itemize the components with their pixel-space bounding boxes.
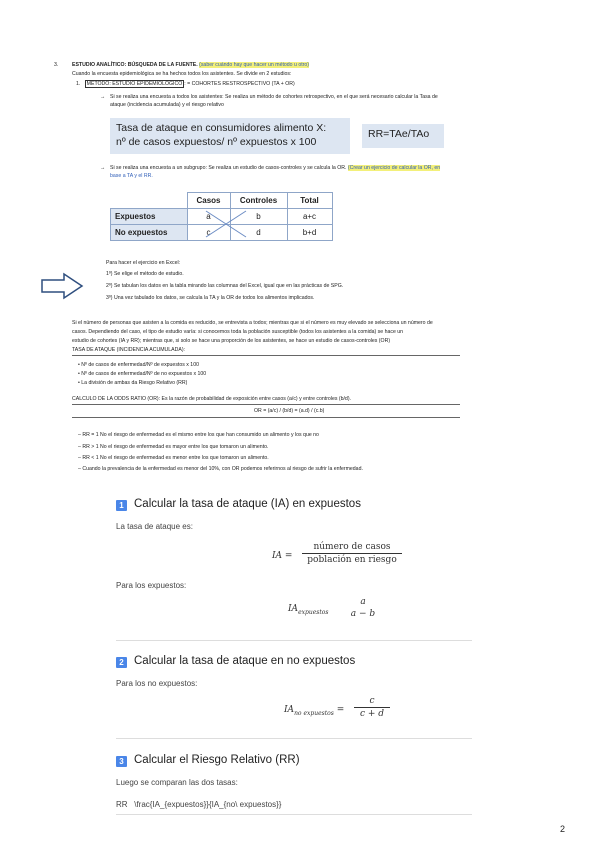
ta-title: TASA DE ATAQUE (INCIDENCIA ACUMULADA): bbox=[72, 347, 185, 353]
step-1-formula2-sub: expuestos bbox=[298, 608, 329, 616]
row-label-expuestos: Expuestos bbox=[111, 209, 188, 225]
section-title: ESTUDIO ANALÍTICO: BÚSQUEDA DE LA FUENTE. bbox=[72, 62, 198, 68]
step-2-formula-fraction bbox=[354, 696, 390, 719]
step-3-body: Luego se comparan las dos tasas: bbox=[116, 778, 238, 787]
excel-intro: Para hacer el ejercicio en Excel: bbox=[106, 260, 181, 266]
step-1-formula-denominator: población en riesgo bbox=[307, 555, 397, 565]
step-3-badge: 3 bbox=[116, 756, 127, 767]
ta-item: • Nº de casos de enfermedad/Nº de no expuestos x 100 bbox=[78, 371, 207, 377]
step-1-badge: 1 bbox=[116, 500, 127, 511]
section-number: 3. bbox=[54, 62, 59, 68]
step-3-title: Calcular el Riesgo Relativo (RR) bbox=[134, 754, 300, 766]
section-divider bbox=[116, 814, 472, 815]
excel-step-2: 2º) Se tabulan los datos en la tabla mirando las columnas del Excel, igual que en las prácticas de SPG. bbox=[106, 283, 344, 289]
arrow-bullet-icon: → bbox=[100, 165, 106, 171]
para-line2: casos. Dependiendo del caso, el tipo de estudio varía: si conocemos toda la población susceptible (todos los asistentes a la comida) se hace un bbox=[72, 329, 404, 335]
method-line bbox=[76, 81, 295, 88]
step-2-formula-eq: = bbox=[336, 705, 345, 715]
para-line1: Si el número de personas que asisten a la comida es reducido, se entrevista a todos; mientras que si el número es muy elevado se selecciona un número de bbox=[72, 320, 433, 326]
excel-step-3: 3º) Una vez tabulado los datos, se calcula la TA y la OR de todos los alimentos implicados. bbox=[106, 295, 315, 301]
step-3-raw-formula: RR \frac{IA_{expuestos}}{IA_{no\ expuestos}} bbox=[116, 800, 282, 809]
rr-item: – RR > 1 No el riesgo de enfermedad es mayor entre los que tomaron un alimento. bbox=[78, 444, 269, 450]
bullet2-text: Si se realiza una encuesta a un subgrupo: Se realiza un estudio de casos-controles y se calcula la OR. bbox=[110, 165, 347, 171]
header-casos: Casos bbox=[187, 193, 230, 209]
cell-total-2: b+d bbox=[287, 225, 332, 241]
table-corner bbox=[111, 193, 188, 209]
section-divider bbox=[116, 738, 472, 739]
row-label-no-expuestos: No expuestos bbox=[111, 225, 188, 241]
method-rest: : = COHORTES RESTROSPECTIVO (TA + OR) bbox=[184, 81, 295, 87]
rr-item: – Cuando la prevalencia de la enfermedad es menor del 10%, con OR podemos referirnos al riesgo de sufrir la enfermedad. bbox=[78, 466, 363, 472]
step-1-formula2-denominator: a − b bbox=[350, 609, 376, 619]
divider-line bbox=[72, 355, 460, 356]
divider-line bbox=[72, 417, 460, 418]
attack-rate-line1: Tasa de ataque en consumidores alimento X: bbox=[116, 122, 327, 134]
bullet1-line2: ataque (incidencia acumulada) y el riesgo relativo bbox=[110, 102, 224, 108]
divider-line bbox=[72, 404, 460, 405]
cross-multiply-lines bbox=[196, 207, 256, 241]
cell-a: a bbox=[187, 209, 230, 225]
excel-step-1: 1º) Se elige el método de estudio. bbox=[106, 271, 184, 277]
rr-box: RR=TAe/TAo bbox=[362, 124, 444, 148]
step-1-formula2-numerator: a bbox=[360, 597, 366, 607]
step-2-formula-lhs: $IA_{no expuestos}$ = bbox=[284, 705, 345, 717]
cell-d: d bbox=[230, 225, 287, 241]
step-2-formula-denominator: c + d bbox=[359, 709, 385, 719]
para-line3: estudio de cohortes (IA y RR); mientras que, si solo se hace una proporción de los asistentes, se hace un estudio de casos-controles (OR) bbox=[72, 338, 391, 344]
bullet2-note: (Crear un ejercicio de calcular la OR, en bbox=[347, 165, 441, 171]
step-2-badge: 2 bbox=[116, 657, 127, 668]
step-1-formula-fraction bbox=[302, 542, 402, 565]
rr-item: – RR = 1 No el riesgo de enfermedad es el mismo entre los que han consumido un alimento y los que no bbox=[78, 432, 319, 438]
bullet2-line1 bbox=[110, 165, 440, 172]
ta-item: • La división de ambas da Riesgo Relativo (RR) bbox=[78, 380, 188, 386]
header-controles: Controles bbox=[230, 193, 287, 209]
step-2-formula-numerator: c bbox=[354, 696, 390, 708]
cell-b: b bbox=[230, 209, 287, 225]
section-note: (saber cuándo hay que hacer un método u otro) bbox=[199, 62, 309, 68]
page-number: 2 bbox=[560, 824, 566, 834]
method-number: 1. bbox=[76, 81, 81, 87]
attack-rate-box bbox=[110, 118, 350, 154]
cell-c: c bbox=[187, 225, 230, 241]
or-title: CALCULO DE LA ODDS RATIO (OR): Es la razón de probabilidad de exposición entre casos (a/c) y entre controles (b/d). bbox=[72, 396, 351, 402]
method-label: MÉTODO: ESTUDIO EPIDEMIOLÓGICO bbox=[86, 81, 183, 87]
attack-rate-line2: nº de casos expuestos/ nº expuestos x 100 bbox=[116, 136, 317, 148]
step-1-body2: Para los expuestos: bbox=[116, 581, 187, 590]
step-2-title: Calcular la tasa de ataque en no expuestos bbox=[134, 655, 356, 667]
step-2-body: Para los no expuestos: bbox=[116, 679, 198, 688]
section-title-line bbox=[72, 62, 309, 69]
step-1-title: Calcular la tasa de ataque (IA) en expuestos bbox=[134, 498, 361, 510]
right-arrow-icon bbox=[40, 272, 86, 300]
step-1-body: La tasa de ataque es: bbox=[116, 522, 193, 531]
step-1-formula-numerator: número de casos bbox=[302, 542, 402, 554]
step-1-formula-lhs: IA = bbox=[272, 551, 293, 561]
ta-item: • Nº de casos de enfermedad/Nº de expuestos x 100 bbox=[78, 362, 199, 368]
step-2-formula-sub: no expuestos bbox=[294, 709, 334, 717]
or-formula: OR = (a/c) / (b/d) = (a.d) / (c.b) bbox=[254, 408, 325, 414]
rr-item: – RR < 1 No el riesgo de enfermedad es menor entre los que tomaron un alimento. bbox=[78, 455, 269, 461]
bullet1-line1: Si se realiza una encuesta a todos los asistentes: Se realiza un método de cohortes retrospectivo, en el que será necesario calcular la Tasa de bbox=[110, 94, 438, 100]
section-divider bbox=[116, 640, 472, 641]
cell-total-1: a+c bbox=[287, 209, 332, 225]
step-1-formula2-lhs: $IA_{expuestos}$ bbox=[288, 604, 329, 616]
step-1-formula2-fraction bbox=[346, 597, 380, 619]
arrow-bullet-icon: → bbox=[100, 94, 106, 100]
bullet2-line2: base a TA y el RR. bbox=[110, 173, 153, 179]
section-intro: Cuando la encuesta epidemiológica se ha hechos todos los asistentes. Se divide en 2 estudios: bbox=[72, 71, 292, 77]
header-total: Total bbox=[287, 193, 332, 209]
